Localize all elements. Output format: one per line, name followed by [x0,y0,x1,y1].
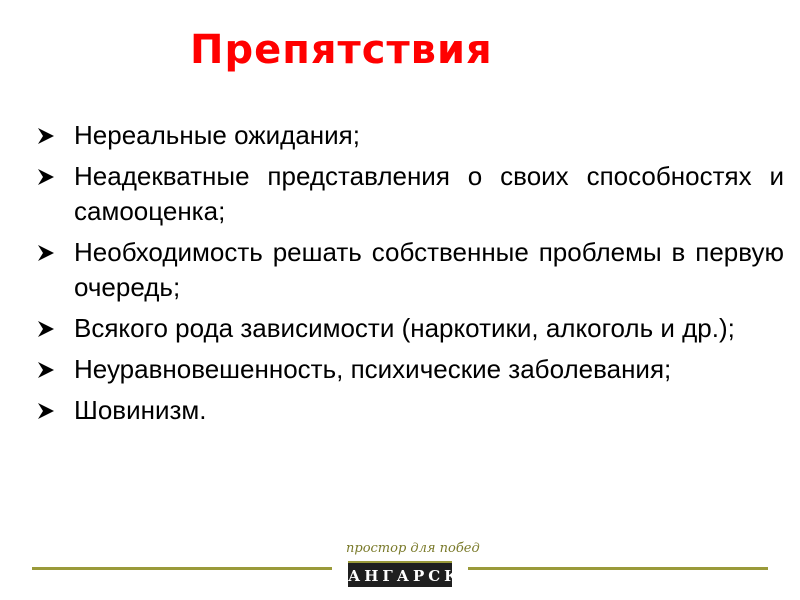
bullet-text: Шовинизм. [74,395,207,425]
list-item [36,311,784,346]
footer-divider-right [468,567,768,570]
arrow-bullet-icon [36,167,56,187]
footer-divider-left [32,567,332,570]
arrow-bullet-icon [36,360,56,380]
logo-tagline: простор для побед [346,541,480,556]
bullet-text: Неадекватные представления о своих способностях и самооценка; [74,161,784,226]
list-item [36,393,784,428]
list-item [36,235,784,305]
bullet-list [36,118,784,434]
angarsk-logo [346,540,480,592]
bullet-text: Всякого рода зависимости (наркотики, алкоголь и др.); [74,313,735,343]
logo-name: АНГАРСК [348,561,452,587]
bullet-text: Необходимость решать собственные проблемы в первую очередь; [74,237,784,302]
bullet-text: Неуравновешенность, психические заболевания; [74,354,672,384]
list-item [36,118,784,153]
list-item [36,352,784,387]
arrow-bullet-icon [36,243,56,263]
arrow-bullet-icon [36,126,56,146]
arrow-bullet-icon [36,401,56,421]
slide-title: Препятствия [190,27,493,73]
arrow-bullet-icon [36,319,56,339]
bullet-text: Нереальные ожидания; [74,120,360,150]
list-item [36,159,784,229]
